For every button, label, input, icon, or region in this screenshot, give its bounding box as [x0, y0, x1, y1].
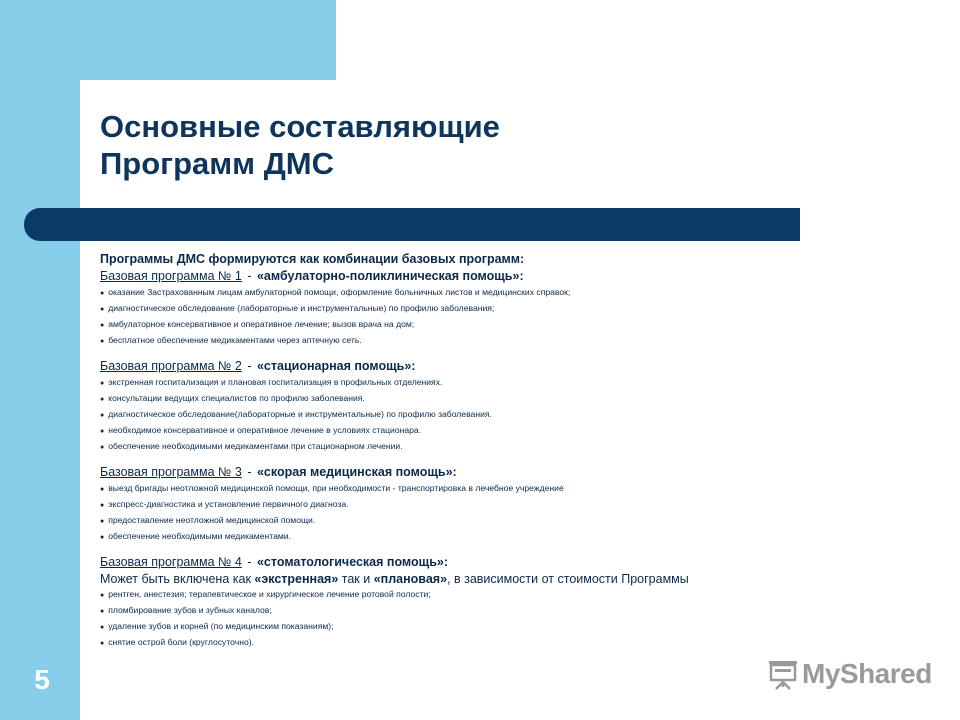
program-2: [100, 358, 880, 455]
program-name: Базовая программа № 1: [100, 269, 242, 283]
slide-title-line-1: Основные составляющие: [100, 109, 500, 144]
page-number: 5: [34, 664, 50, 695]
list-item: ● оказание Застрахованным лицам амбулаторной помощи, оформление больничных листов и медицинских справок;: [100, 285, 880, 301]
presentation-board-icon: [768, 658, 798, 690]
note-part: , в зависимости от стоимости Программы: [447, 572, 689, 586]
list-item: ● удаление зубов и корней (по медицинским показаниям);: [100, 619, 880, 635]
list-item: ● предоставление неотложной медицинской помощи.: [100, 513, 880, 529]
program-heading: [100, 464, 880, 481]
program-separator: -: [247, 359, 252, 373]
list-item: ● обеспечение необходимыми медикаментами.: [100, 529, 880, 545]
list-item: ● пломбирование зубов и зубных каналов;: [100, 603, 880, 619]
program-heading: [100, 554, 880, 571]
program-name: Базовая программа № 4: [100, 555, 242, 569]
program-4: [100, 554, 880, 651]
program-type: «скорая медицинская помощь»:: [256, 465, 457, 479]
program-type: «стационарная помощь»:: [256, 359, 416, 373]
title-divider-bar: [24, 208, 800, 241]
top-decor-band: [0, 0, 336, 80]
program-items: [100, 285, 880, 349]
slide-title-line-2: Программ ДМС: [100, 146, 335, 181]
list-item: ● амбулаторное консервативное и оперативное лечение; вызов врача на дом;: [100, 317, 880, 333]
list-item: ● экспресс-диагностика и установление первичного диагноза.: [100, 497, 880, 513]
note-part: Может быть включена как: [100, 572, 255, 586]
note-part: так и: [338, 572, 374, 586]
program-1: [100, 268, 880, 349]
program-separator: -: [247, 269, 252, 283]
program-separator: -: [247, 555, 252, 569]
logo-text: MyShared: [802, 658, 932, 689]
list-item: ● диагностическое обследование (лабораторные и инструментальные) по профилю заболевания;: [100, 301, 880, 317]
logo: [768, 658, 932, 690]
list-item: ● снятие острой боли (круглосуточно).: [100, 635, 880, 651]
program-name: Базовая программа № 3: [100, 465, 242, 479]
program-heading: [100, 358, 880, 375]
list-item: ● рентген, анестезия; терапевтическое и хирургическое лечение ротовой полости;: [100, 587, 880, 603]
list-item: ● бесплатное обеспечение медикаментами через аптечную сеть.: [100, 333, 880, 349]
list-item: ● необходимое консервативное и оперативное лечение в условиях стационара.: [100, 423, 880, 439]
program-items: [100, 481, 880, 545]
left-decor-band: [0, 0, 80, 720]
list-item: ● диагностическое обследование(лабораторные и инструментальные) по профилю заболевания.: [100, 407, 880, 423]
list-item: ● экстренная госпитализация и плановая госпитализация в профильных отделениях.: [100, 375, 880, 391]
program-separator: -: [247, 465, 252, 479]
program-items: [100, 587, 880, 651]
slide-title: [100, 108, 500, 182]
note-emphasis-emergency: «экстренная»: [254, 572, 339, 586]
intro-text: Программы ДМС формируются как комбинации базовых программ:: [100, 252, 525, 266]
note-emphasis-planned: «плановая»: [373, 572, 448, 586]
program-items: [100, 375, 880, 455]
program-name: Базовая программа № 2: [100, 359, 242, 373]
slide-content: [100, 251, 880, 651]
program-type: «амбулаторно-поликлиническая помощь»:: [256, 269, 524, 283]
program-note: [100, 571, 880, 587]
list-item: ● обеспечение необходимыми медикаментами при стационарном лечении.: [100, 439, 880, 455]
program-3: [100, 464, 880, 545]
program-type: «стоматологическая помощь»:: [256, 555, 448, 569]
program-heading: [100, 268, 880, 285]
list-item: ● консультации ведущих специалистов по профилю заболевания.: [100, 391, 880, 407]
list-item: ● выезд бригады неотложной медицинской помощи, при необходимости - транспортировка в лечебное учреждение: [100, 481, 880, 497]
